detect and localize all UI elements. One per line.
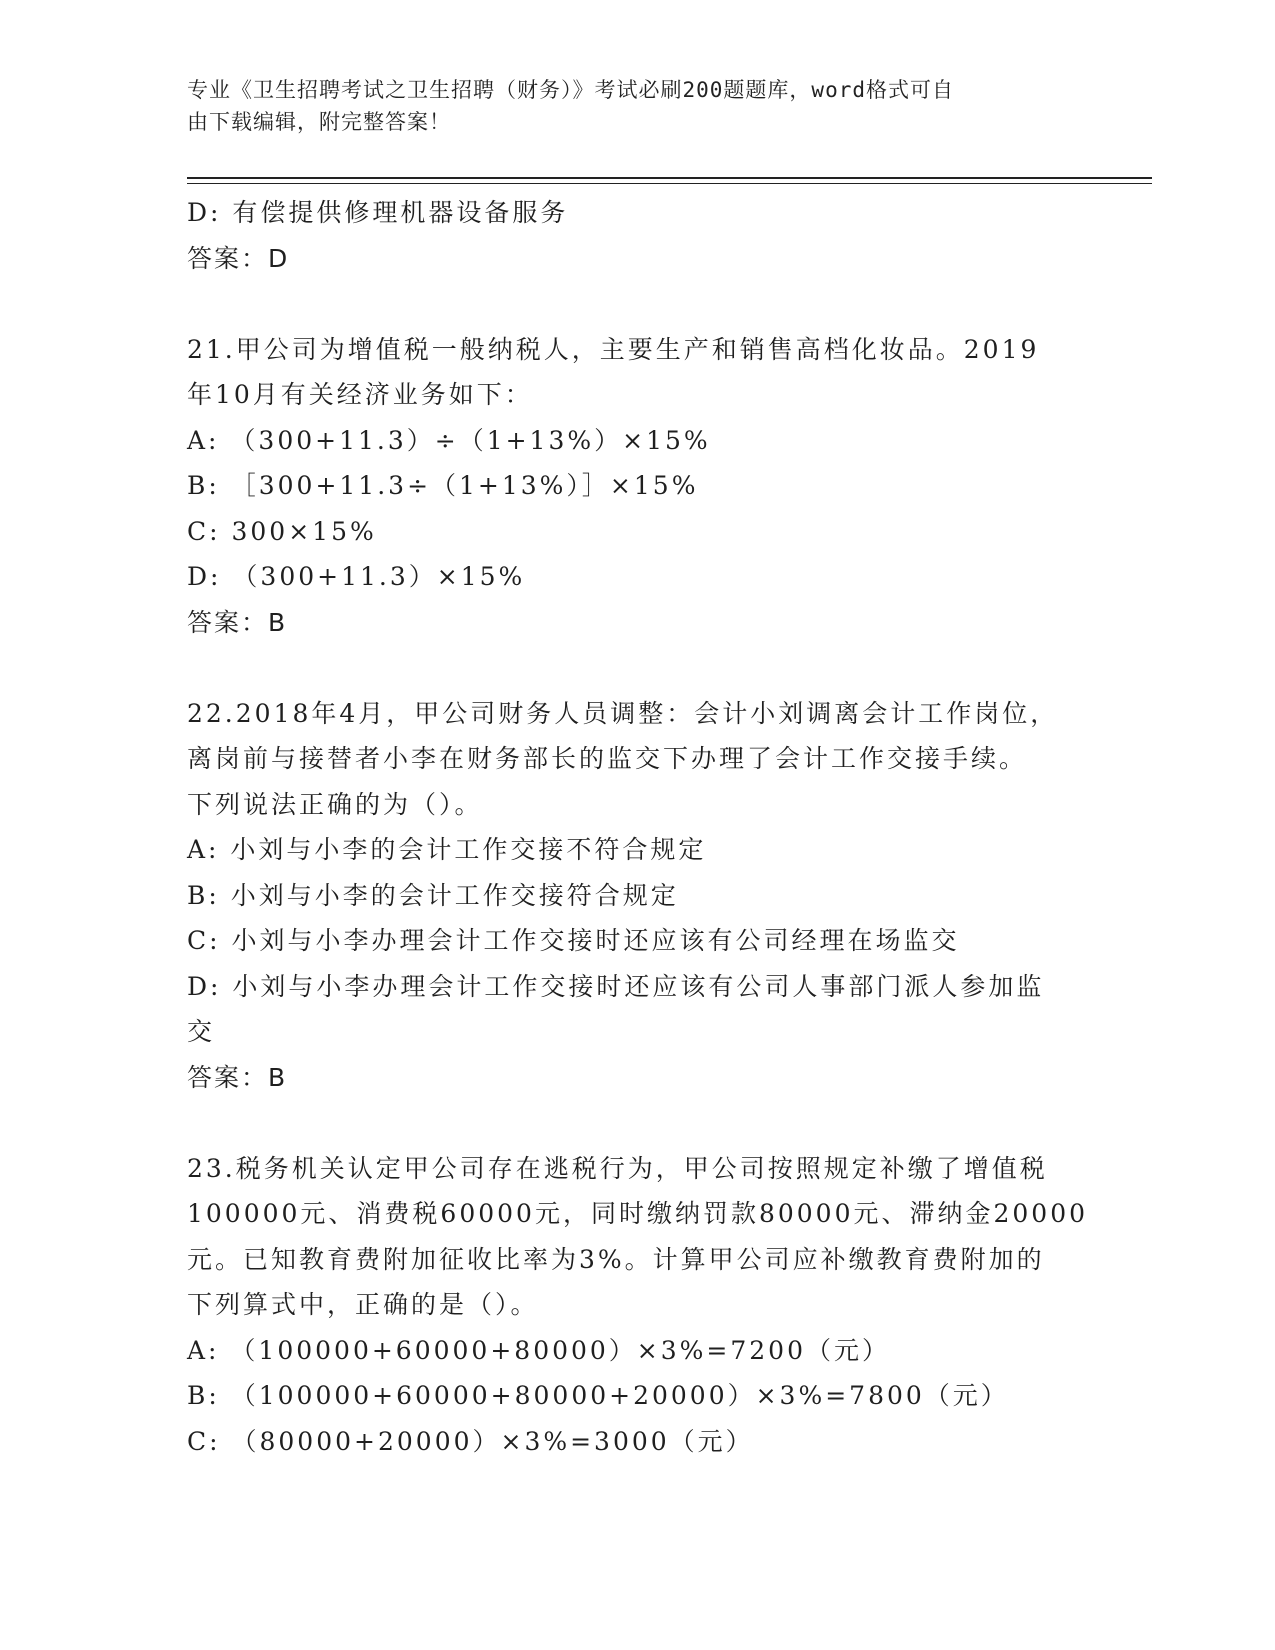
- question-text-line: 21.甲公司为增值税一般纳税人，主要生产和销售高档化妆品。2019: [187, 334, 1040, 364]
- question-block-20: [187, 190, 1077, 281]
- answer-line: 答案：D: [187, 243, 290, 273]
- header-divider-thin: [187, 183, 1152, 184]
- spacer: [187, 1100, 1077, 1146]
- question-text-line: 22.2018年4月，甲公司财务人员调整：会计小刘调离会计工作岗位，: [187, 698, 1059, 728]
- question-block-21: [187, 327, 1077, 646]
- question-text-line: 100000元、消费税60000元，同时缴纳罚款80000元、滞纳金20000: [187, 1199, 1089, 1228]
- option-c: C: 小刘与小李办理会计工作交接时还应该有公司经理在场监交: [187, 926, 960, 955]
- question-text-line: 23.税务机关认定甲公司存在逃税行为，甲公司按照规定补缴了增值税: [187, 1153, 1048, 1183]
- option-a: A: （100000+60000+80000）×3%=7200（元）: [187, 1335, 890, 1365]
- spacer: [187, 281, 1077, 327]
- option-b: B: （100000+60000+80000+20000）×3%=7800（元）: [187, 1381, 1009, 1410]
- option-d-continued: 交: [187, 1017, 216, 1046]
- option-c: C: （80000+20000）×3%=3000（元）: [187, 1426, 754, 1456]
- answer-line: 答案：B: [187, 1062, 288, 1092]
- question-text-line: 年10月有关经济业务如下：: [187, 380, 533, 409]
- option-d: D: 有偿提供修理机器设备服务: [187, 198, 569, 227]
- option-b: B: ［300+11.3÷（1+13%）］×15%: [187, 471, 699, 500]
- question-block-23: [187, 1146, 1089, 1465]
- answer-line: 答案：B: [187, 607, 288, 637]
- question-text-line: 下列说法正确的为（）。: [187, 789, 483, 819]
- document-header: [187, 74, 1067, 138]
- question-block-22: [187, 691, 1077, 1101]
- question-text-line: 元。已知教育费附加征收比率为3%。计算甲公司应补缴教育费附加的: [187, 1244, 1045, 1274]
- document-body: [187, 190, 1089, 1464]
- header-divider-thick: [187, 177, 1152, 179]
- spacer: [187, 645, 1077, 691]
- option-d: D: 小刘与小李办理会计工作交接时还应该有公司人事部门派人参加监: [187, 971, 1045, 1001]
- option-d: D: （300+11.3）×15%: [187, 562, 526, 591]
- question-text-line: 下列算式中，正确的是（）。: [187, 1290, 539, 1319]
- option-a: A: 小刘与小李的会计工作交接不符合规定: [187, 835, 707, 864]
- header-line-1: 专业《卫生招聘考试之卫生招聘（财务）》考试必刷200题题库，word格式可自: [187, 78, 954, 102]
- option-c: C: 300×15%: [187, 516, 377, 546]
- option-b: B: 小刘与小李的会计工作交接符合规定: [187, 880, 679, 910]
- header-line-2: 由下载编辑，附完整答案！: [187, 110, 451, 134]
- question-text-line: 离岗前与接替者小李在财务部长的监交下办理了会计工作交接手续。: [187, 744, 1028, 773]
- option-a: A: （300+11.3）÷（1+13%）×15%: [187, 425, 711, 455]
